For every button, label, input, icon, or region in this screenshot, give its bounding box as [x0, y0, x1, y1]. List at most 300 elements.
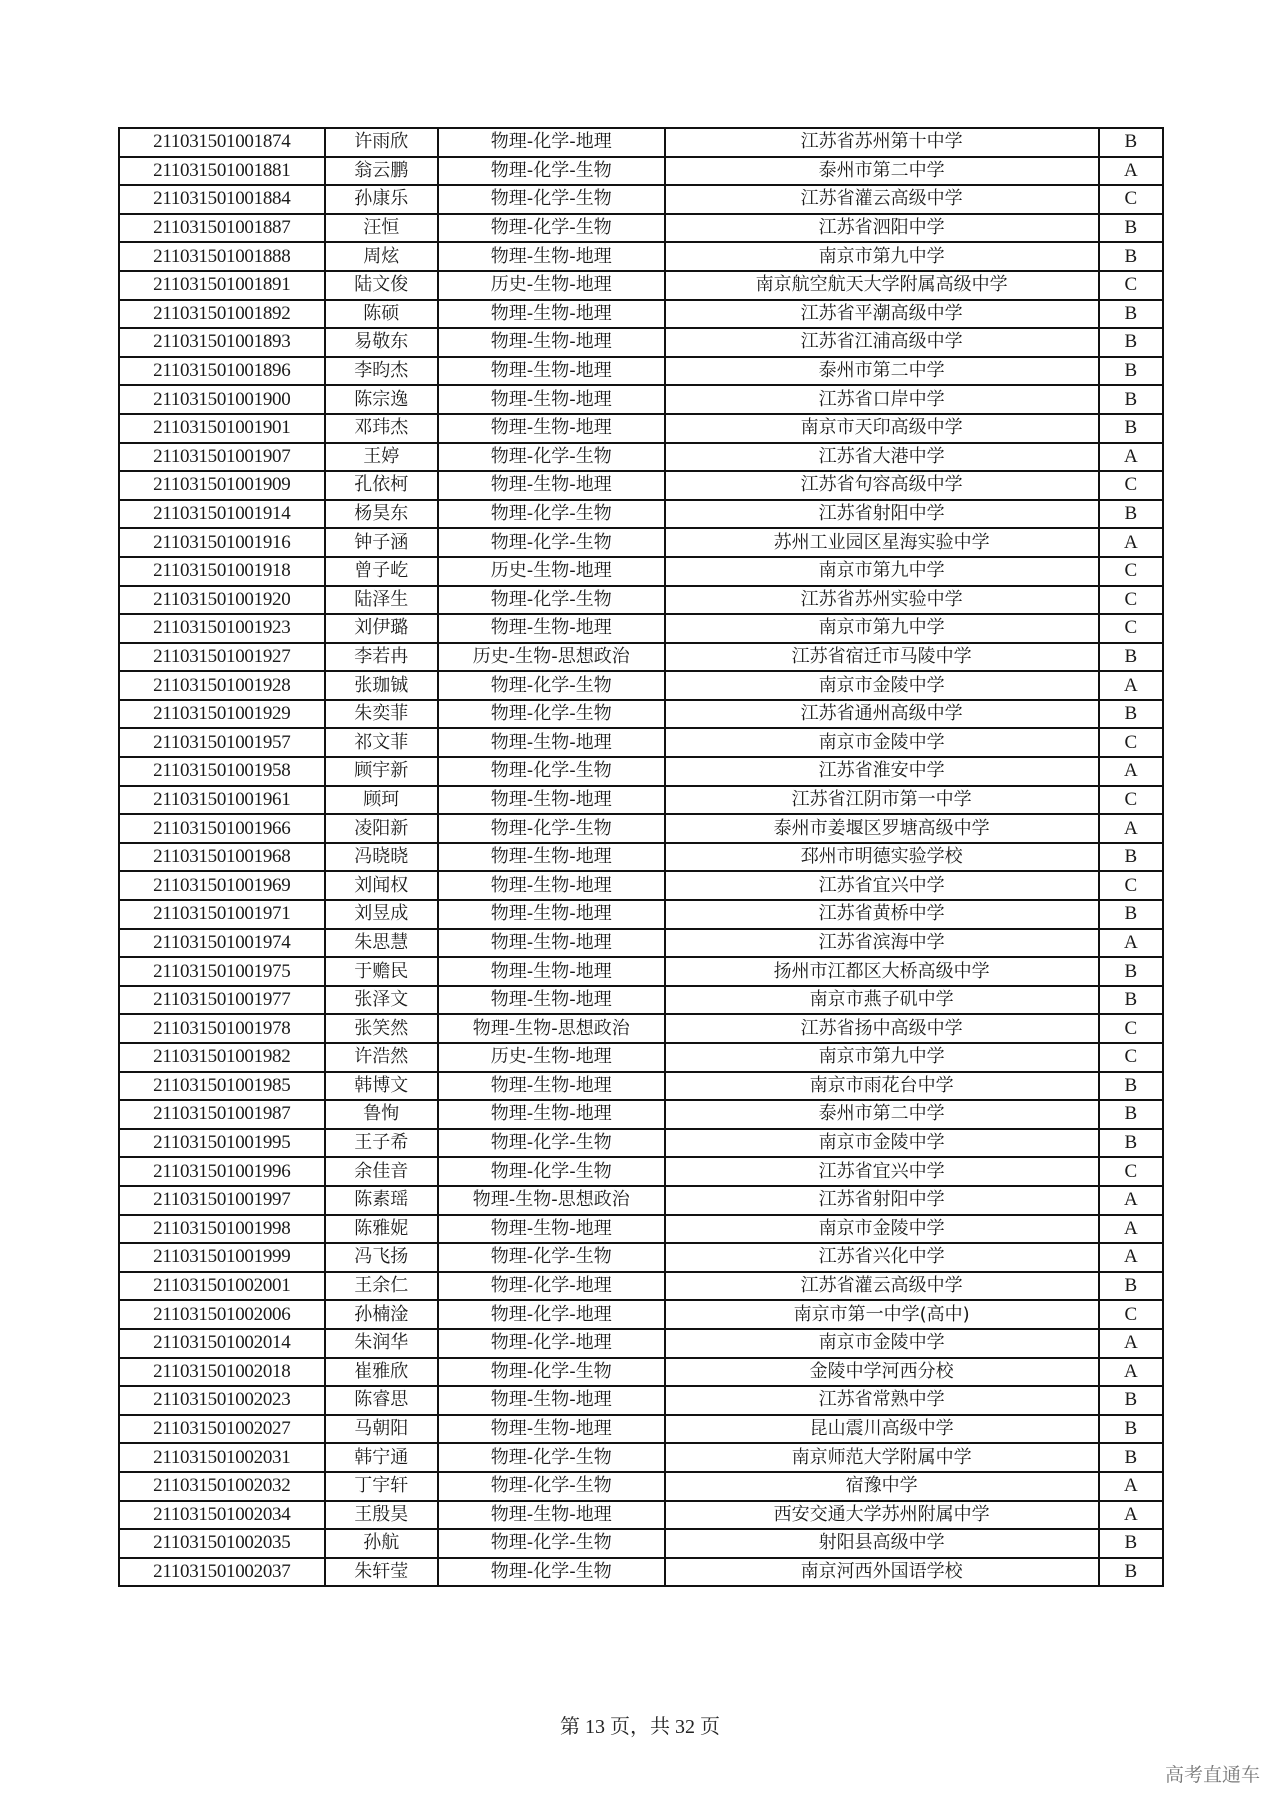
table-row	[119, 214, 1163, 243]
student-name-cell: 许浩然	[325, 1043, 438, 1072]
grade-cell: B	[1099, 700, 1163, 729]
school-cell: 江苏省宿迁市马陵中学	[665, 643, 1099, 672]
school-cell: 江苏省射阳中学	[665, 500, 1099, 529]
subject-combination-cell: 物理-化学-生物	[438, 671, 665, 700]
student-id-cell: 211031501001996	[119, 1157, 325, 1186]
school-cell: 南京市金陵中学	[665, 1129, 1099, 1158]
student-name-cell: 李昀杰	[325, 357, 438, 386]
table-row	[119, 1501, 1163, 1530]
grade-cell: A	[1099, 1186, 1163, 1215]
table-row	[119, 1043, 1163, 1072]
grade-cell: A	[1099, 157, 1163, 186]
student-id-cell: 211031501002031	[119, 1443, 325, 1472]
school-cell: 江苏省黄桥中学	[665, 900, 1099, 929]
student-name-cell: 鲁恂	[325, 1100, 438, 1129]
student-name-cell: 朱轩莹	[325, 1558, 438, 1587]
subject-combination-cell: 物理-化学-生物	[438, 586, 665, 615]
table-row	[119, 871, 1163, 900]
grade-cell: B	[1099, 900, 1163, 929]
student-id-cell: 211031501001888	[119, 242, 325, 271]
subject-combination-cell: 物理-生物-地理	[438, 929, 665, 958]
subject-combination-cell: 物理-化学-地理	[438, 128, 665, 157]
school-cell: 邳州市明德实验学校	[665, 843, 1099, 872]
grade-cell: C	[1099, 728, 1163, 757]
student-name-cell: 孙航	[325, 1529, 438, 1558]
student-id-cell: 211031501001909	[119, 471, 325, 500]
table-row	[119, 1472, 1163, 1501]
student-id-cell: 211031501001923	[119, 614, 325, 643]
student-name-cell: 朱润华	[325, 1329, 438, 1358]
subject-combination-cell: 历史-生物-地理	[438, 1043, 665, 1072]
subject-combination-cell: 物理-化学-地理	[438, 1300, 665, 1329]
subject-combination-cell: 物理-化学-生物	[438, 185, 665, 214]
school-cell: 江苏省兴化中学	[665, 1243, 1099, 1272]
table-row	[119, 1014, 1163, 1043]
school-cell: 江苏省淮安中学	[665, 757, 1099, 786]
school-cell: 江苏省扬中高级中学	[665, 1014, 1099, 1043]
student-name-cell: 张泽文	[325, 986, 438, 1015]
school-cell: 江苏省宜兴中学	[665, 1157, 1099, 1186]
table-row	[119, 500, 1163, 529]
subject-combination-cell: 历史-生物-思想政治	[438, 643, 665, 672]
grade-cell: B	[1099, 328, 1163, 357]
grade-cell: B	[1099, 843, 1163, 872]
table-row	[119, 986, 1163, 1015]
subject-combination-cell: 物理-化学-生物	[438, 1157, 665, 1186]
student-id-cell: 211031501001887	[119, 214, 325, 243]
table-row	[119, 557, 1163, 586]
school-cell: 江苏省大港中学	[665, 443, 1099, 472]
student-name-cell: 顾珂	[325, 786, 438, 815]
student-name-cell: 韩博文	[325, 1072, 438, 1101]
student-name-cell: 陈硕	[325, 300, 438, 329]
table-row	[119, 957, 1163, 986]
student-id-cell: 211031501001928	[119, 671, 325, 700]
page-number-footer: 第 13 页，共 32 页	[560, 1716, 720, 1738]
grade-cell: C	[1099, 1157, 1163, 1186]
subject-combination-cell: 物理-生物-思想政治	[438, 1014, 665, 1043]
school-cell: 江苏省常熟中学	[665, 1386, 1099, 1415]
grade-cell: C	[1099, 185, 1163, 214]
table-row	[119, 614, 1163, 643]
subject-combination-cell: 物理-化学-生物	[438, 1443, 665, 1472]
watermark-text: 高考直通车	[1164, 1764, 1260, 1786]
school-cell: 江苏省口岸中学	[665, 385, 1099, 414]
student-id-cell: 211031501002032	[119, 1472, 325, 1501]
grade-cell: C	[1099, 557, 1163, 586]
student-id-cell: 211031501001893	[119, 328, 325, 357]
grade-cell: B	[1099, 957, 1163, 986]
student-name-cell: 陆泽生	[325, 586, 438, 615]
student-name-cell: 陈睿思	[325, 1386, 438, 1415]
grade-cell: C	[1099, 1014, 1163, 1043]
student-list-table-container	[118, 127, 1164, 1587]
student-id-cell: 211031501001978	[119, 1014, 325, 1043]
table-row	[119, 1358, 1163, 1387]
student-name-cell: 刘闻权	[325, 871, 438, 900]
table-row	[119, 1300, 1163, 1329]
subject-combination-cell: 物理-生物-地理	[438, 357, 665, 386]
grade-cell: C	[1099, 871, 1163, 900]
student-id-cell: 211031501001927	[119, 643, 325, 672]
student-name-cell: 杨昊东	[325, 500, 438, 529]
student-id-cell: 211031501002001	[119, 1272, 325, 1301]
table-row	[119, 700, 1163, 729]
table-row	[119, 1529, 1163, 1558]
school-cell: 南京市金陵中学	[665, 728, 1099, 757]
student-name-cell: 朱奕菲	[325, 700, 438, 729]
school-cell: 扬州市江都区大桥高级中学	[665, 957, 1099, 986]
grade-cell: B	[1099, 128, 1163, 157]
table-row	[119, 1157, 1163, 1186]
school-cell: 江苏省江浦高级中学	[665, 328, 1099, 357]
grade-cell: B	[1099, 1386, 1163, 1415]
subject-combination-cell: 物理-化学-生物	[438, 443, 665, 472]
student-name-cell: 王余仁	[325, 1272, 438, 1301]
subject-combination-cell: 物理-生物-地理	[438, 1386, 665, 1415]
subject-combination-cell: 物理-生物-地理	[438, 328, 665, 357]
student-name-cell: 王子希	[325, 1129, 438, 1158]
grade-cell: B	[1099, 300, 1163, 329]
school-cell: 江苏省宜兴中学	[665, 871, 1099, 900]
student-id-cell: 211031501001982	[119, 1043, 325, 1072]
school-cell: 南京市第九中学	[665, 557, 1099, 586]
subject-combination-cell: 物理-化学-生物	[438, 528, 665, 557]
subject-combination-cell: 物理-化学-地理	[438, 1329, 665, 1358]
school-cell: 南京市燕子矶中学	[665, 986, 1099, 1015]
student-id-cell: 211031501002037	[119, 1558, 325, 1587]
student-name-cell: 曾子屹	[325, 557, 438, 586]
subject-combination-cell: 物理-生物-地理	[438, 728, 665, 757]
student-id-cell: 211031501001891	[119, 271, 325, 300]
table-row	[119, 128, 1163, 157]
student-id-cell: 211031501001901	[119, 414, 325, 443]
table-row	[119, 471, 1163, 500]
student-id-cell: 211031501001975	[119, 957, 325, 986]
school-cell: 南京市第一中学(高中)	[665, 1300, 1099, 1329]
subject-combination-cell: 物理-化学-生物	[438, 1243, 665, 1272]
student-id-cell: 211031501001966	[119, 814, 325, 843]
subject-combination-cell: 物理-生物-地理	[438, 300, 665, 329]
student-name-cell: 张笑然	[325, 1014, 438, 1043]
grade-cell: B	[1099, 414, 1163, 443]
student-id-cell: 211031501001892	[119, 300, 325, 329]
student-id-cell: 211031501001896	[119, 357, 325, 386]
school-cell: 宿豫中学	[665, 1472, 1099, 1501]
table-row	[119, 1186, 1163, 1215]
student-id-cell: 211031501001881	[119, 157, 325, 186]
student-name-cell: 张珈铖	[325, 671, 438, 700]
student-id-cell: 211031501001907	[119, 443, 325, 472]
school-cell: 南京市金陵中学	[665, 1329, 1099, 1358]
student-name-cell: 钟子涵	[325, 528, 438, 557]
student-id-cell: 211031501002023	[119, 1386, 325, 1415]
grade-cell: A	[1099, 1501, 1163, 1530]
table-row	[119, 900, 1163, 929]
grade-cell: B	[1099, 1272, 1163, 1301]
student-name-cell: 王殷昊	[325, 1501, 438, 1530]
table-row	[119, 1386, 1163, 1415]
student-name-cell: 陆文俊	[325, 271, 438, 300]
school-cell: 泰州市第二中学	[665, 357, 1099, 386]
school-cell: 金陵中学河西分校	[665, 1358, 1099, 1387]
student-name-cell: 孙康乐	[325, 185, 438, 214]
grade-cell: B	[1099, 1415, 1163, 1444]
table-row	[119, 385, 1163, 414]
grade-cell: C	[1099, 1300, 1163, 1329]
school-cell: 昆山震川高级中学	[665, 1415, 1099, 1444]
subject-combination-cell: 物理-化学-生物	[438, 1358, 665, 1387]
school-cell: 西安交通大学苏州附属中学	[665, 1501, 1099, 1530]
table-row	[119, 1443, 1163, 1472]
grade-cell: A	[1099, 814, 1163, 843]
grade-cell: A	[1099, 1215, 1163, 1244]
student-id-cell: 211031501002027	[119, 1415, 325, 1444]
subject-combination-cell: 物理-生物-地理	[438, 786, 665, 815]
table-row	[119, 643, 1163, 672]
subject-combination-cell: 物理-生物-地理	[438, 414, 665, 443]
table-row	[119, 242, 1163, 271]
table-row	[119, 1215, 1163, 1244]
subject-combination-cell: 物理-化学-生物	[438, 1529, 665, 1558]
grade-cell: B	[1099, 643, 1163, 672]
student-name-cell: 王婷	[325, 443, 438, 472]
student-id-cell: 211031501001958	[119, 757, 325, 786]
table-row	[119, 1072, 1163, 1101]
school-cell: 江苏省灌云高级中学	[665, 185, 1099, 214]
subject-combination-cell: 物理-化学-生物	[438, 700, 665, 729]
table-row	[119, 728, 1163, 757]
table-row	[119, 271, 1163, 300]
table-row	[119, 671, 1163, 700]
subject-combination-cell: 物理-化学-生物	[438, 1472, 665, 1501]
subject-combination-cell: 物理-化学-生物	[438, 157, 665, 186]
subject-combination-cell: 历史-生物-地理	[438, 271, 665, 300]
table-row	[119, 414, 1163, 443]
student-id-cell: 211031501001929	[119, 700, 325, 729]
student-name-cell: 于赡民	[325, 957, 438, 986]
table-row	[119, 157, 1163, 186]
student-id-cell: 211031501001998	[119, 1215, 325, 1244]
student-name-cell: 朱思慧	[325, 929, 438, 958]
grade-cell: A	[1099, 1358, 1163, 1387]
student-name-cell: 孔依柯	[325, 471, 438, 500]
school-cell: 泰州市第二中学	[665, 157, 1099, 186]
table-row	[119, 528, 1163, 557]
school-cell: 南京市第九中学	[665, 1043, 1099, 1072]
student-id-cell: 211031501002034	[119, 1501, 325, 1530]
student-id-cell: 211031501001995	[119, 1129, 325, 1158]
subject-combination-cell: 物理-化学-生物	[438, 1129, 665, 1158]
student-id-cell: 211031501001918	[119, 557, 325, 586]
table-row	[119, 843, 1163, 872]
student-name-cell: 陈素瑶	[325, 1186, 438, 1215]
table-row	[119, 185, 1163, 214]
grade-cell: A	[1099, 757, 1163, 786]
table-row	[119, 300, 1163, 329]
school-cell: 江苏省苏州第十中学	[665, 128, 1099, 157]
grade-cell: A	[1099, 528, 1163, 557]
school-cell: 江苏省泗阳中学	[665, 214, 1099, 243]
school-cell: 泰州市姜堰区罗塘高级中学	[665, 814, 1099, 843]
grade-cell: A	[1099, 671, 1163, 700]
student-id-cell: 211031501002006	[119, 1300, 325, 1329]
grade-cell: C	[1099, 471, 1163, 500]
student-id-cell: 211031501002014	[119, 1329, 325, 1358]
student-id-cell: 211031501001900	[119, 385, 325, 414]
grade-cell: B	[1099, 986, 1163, 1015]
school-cell: 南京市金陵中学	[665, 671, 1099, 700]
subject-combination-cell: 物理-生物-地理	[438, 1100, 665, 1129]
school-cell: 江苏省平潮高级中学	[665, 300, 1099, 329]
subject-combination-cell: 物理-化学-生物	[438, 814, 665, 843]
table-row	[119, 328, 1163, 357]
subject-combination-cell: 物理-化学-生物	[438, 214, 665, 243]
student-name-cell: 祁文菲	[325, 728, 438, 757]
student-id-cell: 211031501001874	[119, 128, 325, 157]
student-id-cell: 211031501001987	[119, 1100, 325, 1129]
student-name-cell: 翁云鹏	[325, 157, 438, 186]
subject-combination-cell: 物理-生物-地理	[438, 385, 665, 414]
subject-combination-cell: 物理-生物-地理	[438, 242, 665, 271]
subject-combination-cell: 物理-生物-地理	[438, 1072, 665, 1101]
grade-cell: B	[1099, 1529, 1163, 1558]
student-id-cell: 211031501001914	[119, 500, 325, 529]
table-row	[119, 1129, 1163, 1158]
subject-combination-cell: 物理-生物-地理	[438, 871, 665, 900]
subject-combination-cell: 物理-生物-地理	[438, 986, 665, 1015]
grade-cell: A	[1099, 1243, 1163, 1272]
grade-cell: C	[1099, 586, 1163, 615]
table-body	[119, 128, 1163, 1586]
table-row	[119, 1243, 1163, 1272]
student-id-cell: 211031501001961	[119, 786, 325, 815]
subject-combination-cell: 物理-生物-地理	[438, 1501, 665, 1530]
table-row	[119, 586, 1163, 615]
school-cell: 南京河西外国语学校	[665, 1558, 1099, 1587]
subject-combination-cell: 物理-生物-地理	[438, 957, 665, 986]
student-name-cell: 韩宁通	[325, 1443, 438, 1472]
student-id-cell: 211031501001985	[119, 1072, 325, 1101]
subject-combination-cell: 物理-生物-地理	[438, 471, 665, 500]
table-row	[119, 757, 1163, 786]
subject-combination-cell: 物理-生物-地理	[438, 1415, 665, 1444]
grade-cell: A	[1099, 1329, 1163, 1358]
student-name-cell: 冯晓晓	[325, 843, 438, 872]
student-name-cell: 马朝阳	[325, 1415, 438, 1444]
subject-combination-cell: 物理-生物-地理	[438, 900, 665, 929]
school-cell: 泰州市第二中学	[665, 1100, 1099, 1129]
subject-combination-cell: 物理-化学-生物	[438, 500, 665, 529]
school-cell: 南京市第九中学	[665, 614, 1099, 643]
grade-cell: A	[1099, 1472, 1163, 1501]
grade-cell: B	[1099, 385, 1163, 414]
school-cell: 江苏省滨海中学	[665, 929, 1099, 958]
grade-cell: B	[1099, 1443, 1163, 1472]
grade-cell: B	[1099, 1558, 1163, 1587]
school-cell: 江苏省句容高级中学	[665, 471, 1099, 500]
student-name-cell: 丁宇轩	[325, 1472, 438, 1501]
grade-cell: B	[1099, 214, 1163, 243]
school-cell: 江苏省射阳中学	[665, 1186, 1099, 1215]
student-id-cell: 211031501002035	[119, 1529, 325, 1558]
table-row	[119, 786, 1163, 815]
student-id-cell: 211031501001969	[119, 871, 325, 900]
grade-cell: C	[1099, 614, 1163, 643]
student-id-cell: 211031501001957	[119, 728, 325, 757]
student-list-table	[118, 127, 1164, 1587]
student-name-cell: 崔雅欣	[325, 1358, 438, 1387]
table-row	[119, 1415, 1163, 1444]
table-row	[119, 814, 1163, 843]
grade-cell: B	[1099, 1129, 1163, 1158]
subject-combination-cell: 物理-生物-地理	[438, 1215, 665, 1244]
student-name-cell: 周炫	[325, 242, 438, 271]
student-id-cell: 211031501001920	[119, 586, 325, 615]
subject-combination-cell: 历史-生物-地理	[438, 557, 665, 586]
grade-cell: B	[1099, 357, 1163, 386]
student-id-cell: 211031501001884	[119, 185, 325, 214]
grade-cell: B	[1099, 500, 1163, 529]
student-id-cell: 211031501001916	[119, 528, 325, 557]
student-id-cell: 211031501001971	[119, 900, 325, 929]
school-cell: 江苏省通州高级中学	[665, 700, 1099, 729]
student-id-cell: 211031501001968	[119, 843, 325, 872]
school-cell: 南京市天印高级中学	[665, 414, 1099, 443]
table-row	[119, 1272, 1163, 1301]
grade-cell: B	[1099, 1072, 1163, 1101]
student-name-cell: 凌阳新	[325, 814, 438, 843]
subject-combination-cell: 物理-生物-地理	[438, 843, 665, 872]
student-id-cell: 211031501002018	[119, 1358, 325, 1387]
table-row	[119, 1329, 1163, 1358]
student-name-cell: 易敬东	[325, 328, 438, 357]
grade-cell: B	[1099, 1100, 1163, 1129]
subject-combination-cell: 物理-化学-地理	[438, 1272, 665, 1301]
grade-cell: C	[1099, 271, 1163, 300]
student-name-cell: 孙楠淦	[325, 1300, 438, 1329]
table-row	[119, 929, 1163, 958]
grade-cell: C	[1099, 786, 1163, 815]
school-cell: 江苏省江阴市第一中学	[665, 786, 1099, 815]
table-row	[119, 1558, 1163, 1587]
grade-cell: A	[1099, 929, 1163, 958]
school-cell: 南京市第九中学	[665, 242, 1099, 271]
school-cell: 南京市金陵中学	[665, 1215, 1099, 1244]
student-name-cell: 刘伊璐	[325, 614, 438, 643]
student-name-cell: 陈宗逸	[325, 385, 438, 414]
student-id-cell: 211031501001977	[119, 986, 325, 1015]
grade-cell: C	[1099, 1043, 1163, 1072]
student-id-cell: 211031501001999	[119, 1243, 325, 1272]
school-cell: 射阳县高级中学	[665, 1529, 1099, 1558]
school-cell: 南京航空航天大学附属高级中学	[665, 271, 1099, 300]
subject-combination-cell: 物理-生物-思想政治	[438, 1186, 665, 1215]
school-cell: 南京市雨花台中学	[665, 1072, 1099, 1101]
student-id-cell: 211031501001997	[119, 1186, 325, 1215]
table-row	[119, 1100, 1163, 1129]
subject-combination-cell: 物理-化学-生物	[438, 1558, 665, 1587]
school-cell: 江苏省灌云高级中学	[665, 1272, 1099, 1301]
subject-combination-cell: 物理-化学-生物	[438, 757, 665, 786]
student-name-cell: 邓玮杰	[325, 414, 438, 443]
student-id-cell: 211031501001974	[119, 929, 325, 958]
table-row	[119, 443, 1163, 472]
student-name-cell: 李若冉	[325, 643, 438, 672]
grade-cell: A	[1099, 443, 1163, 472]
school-cell: 苏州工业园区星海实验中学	[665, 528, 1099, 557]
student-name-cell: 余佳音	[325, 1157, 438, 1186]
